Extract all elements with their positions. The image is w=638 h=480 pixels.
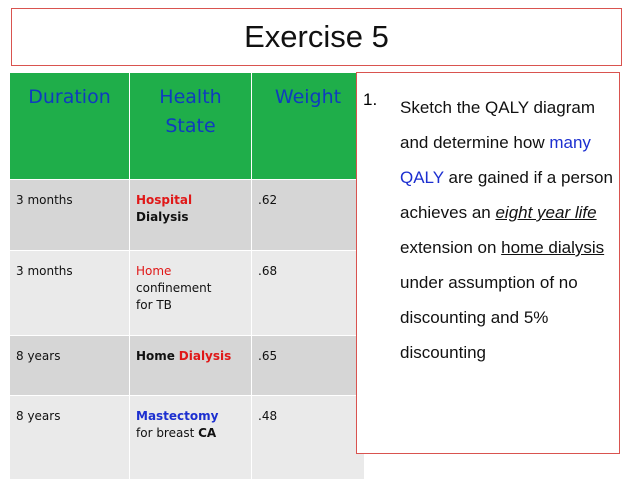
slide-title	[11, 8, 622, 66]
health-state-table	[9, 72, 365, 480]
state-part: Hospital	[136, 193, 193, 207]
cell-health-state	[130, 251, 252, 336]
state-part: for breast	[136, 426, 195, 440]
header-health-state-label: Health State	[159, 86, 222, 137]
table-header-row	[10, 73, 365, 180]
header-weight: Weight	[252, 73, 365, 180]
exercise-text-part: extension on	[400, 238, 497, 257]
table-row	[10, 336, 365, 396]
cell-duration: 3 months	[10, 251, 130, 336]
cell-health-state	[130, 396, 252, 480]
cell-weight: .62	[252, 180, 365, 251]
exercise-text-part: Sketch the QALY diagram and determine how	[400, 98, 595, 152]
exercise-highlight-qaly: many QALY	[400, 133, 591, 187]
table-row	[10, 251, 365, 336]
state-part: Home	[136, 349, 175, 363]
state-part: Mastectomy	[136, 409, 219, 423]
cell-weight: .65	[252, 336, 365, 396]
exercise-text-part: under assumption of no discounting and 5% discounting	[400, 273, 578, 362]
table-row	[10, 180, 365, 251]
state-part: confinement	[136, 281, 212, 295]
cell-duration: 3 months	[10, 180, 130, 251]
header-health-state	[130, 73, 252, 180]
exercise-panel	[356, 72, 620, 454]
state-part: Home	[136, 264, 172, 278]
state-part: Dialysis	[178, 349, 232, 363]
cell-duration: 8 years	[10, 396, 130, 480]
exercise-text-part: are gained if a person achieves an	[400, 168, 613, 222]
cell-weight: .68	[252, 251, 365, 336]
cell-health-state	[130, 336, 252, 396]
state-part: Dialysis	[136, 210, 189, 224]
exercise-number: 1.	[363, 90, 378, 109]
state-part: CA	[198, 426, 217, 440]
slide-title-text: Exercise 5	[244, 19, 389, 54]
cell-weight: .48	[252, 396, 365, 480]
exercise-text	[400, 90, 615, 370]
exercise-underline: home dialysis	[501, 238, 605, 257]
table-row	[10, 396, 365, 480]
cell-duration: 8 years	[10, 336, 130, 396]
state-part: for TB	[136, 298, 172, 312]
cell-health-state	[130, 180, 252, 251]
header-duration: Duration	[10, 73, 130, 180]
exercise-emphasis: eight year life	[495, 203, 597, 222]
